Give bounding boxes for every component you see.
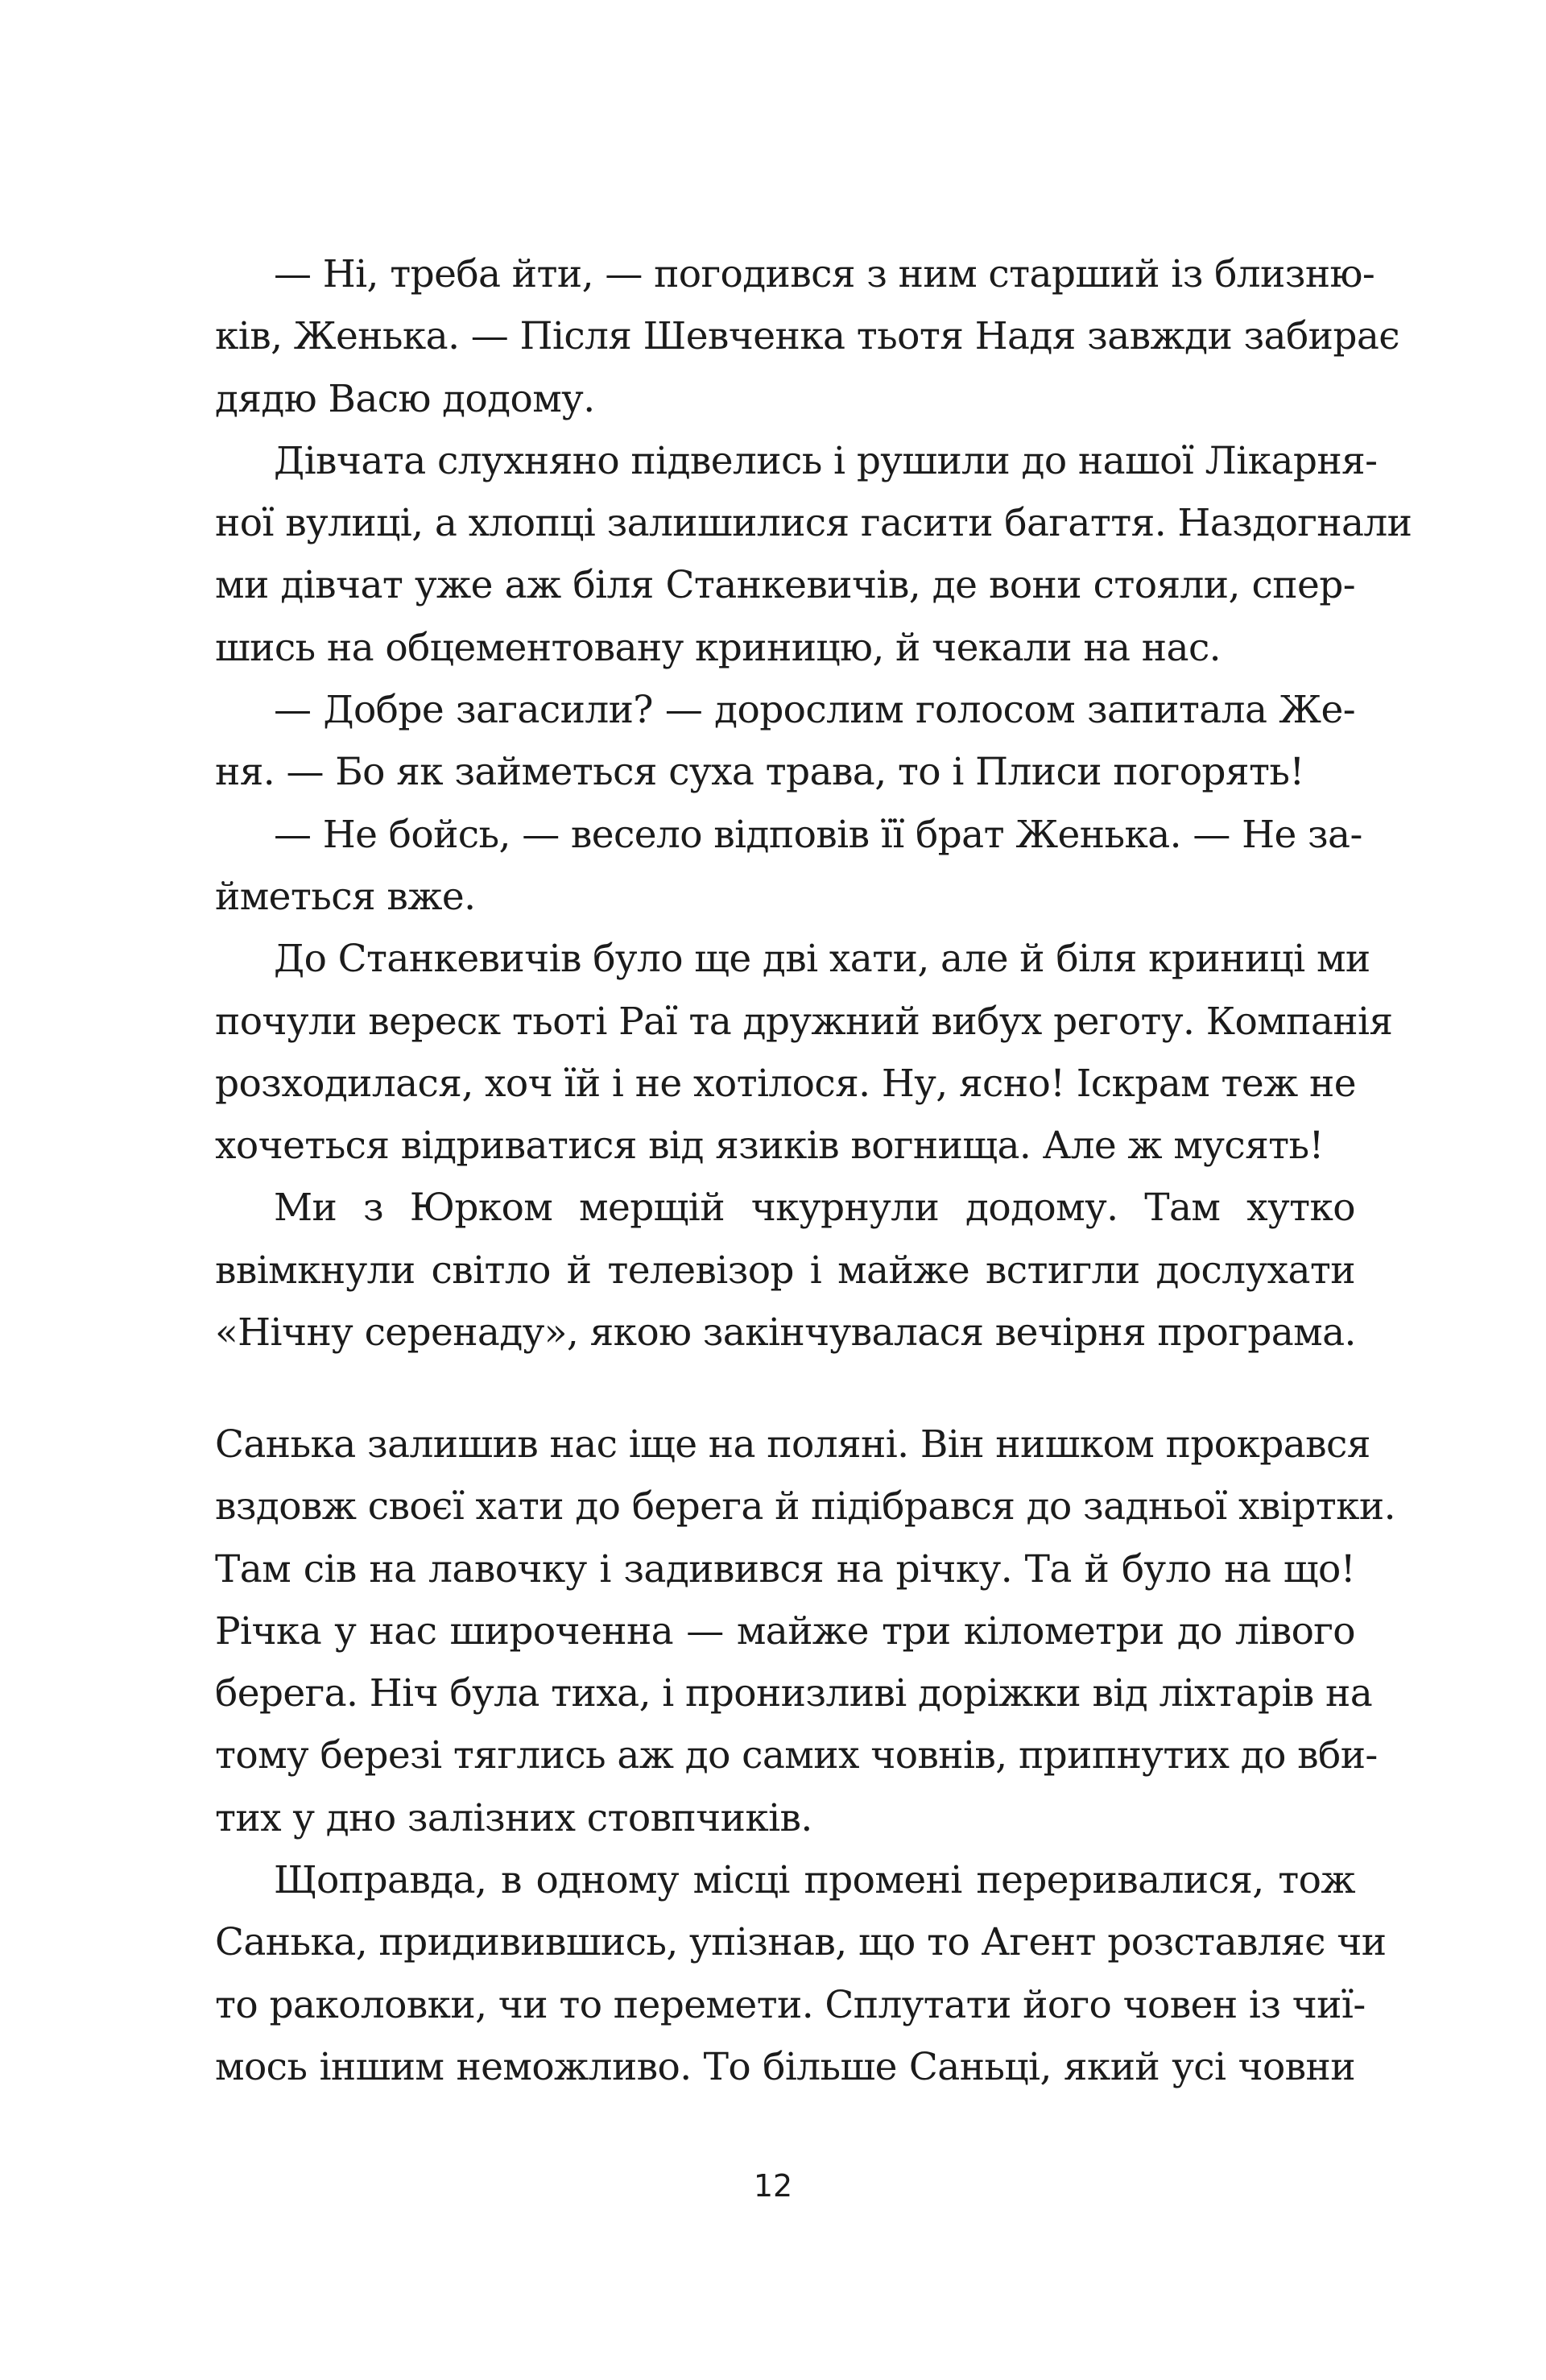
- text-line: ної вулиці, а хлопці залишилися гасити багаття. Наздогнали: [215, 501, 1412, 546]
- text-line: вздовж своєї хати до берега й підібрався до задньої хвіртки.: [215, 1484, 1395, 1529]
- paragraph: [215, 1849, 1387, 2098]
- text-line: До Станкевичів було ще дві хати, але й біля криниці ми: [274, 937, 1370, 982]
- text-line: Річка у нас широченна — майже три кілометри до лівого: [215, 1608, 1355, 1654]
- text-line: ків, Женька. — Після Шевченка тьотя Надя завжди забирає: [215, 314, 1400, 359]
- text-line: — Ні, треба йти, — погодився з ним старший із близню-: [274, 252, 1375, 296]
- text-section-1: [215, 243, 1412, 1364]
- text-line: «Нічну серенаду», якою закінчувалася вечірня програма.: [215, 1310, 1356, 1356]
- text-line: Санька, придивившись, упізнав, що то Агент розставляє чи: [215, 1920, 1387, 1965]
- text-line: тому березі тяглись аж до самих човнів, припнутих до вби-: [215, 1733, 1378, 1778]
- text-line: мось іншим неможливо. То більше Саньці, який усі човни: [215, 2044, 1355, 2089]
- text-line: Щоправда, в одному місці промені переривалися, тож: [274, 1858, 1355, 1903]
- text-line: шись на обцементовану криницю, й чекали на нас.: [215, 625, 1222, 670]
- paragraph: [215, 243, 1400, 430]
- paragraph: [215, 1177, 1355, 1364]
- text-line: Дівчата слухняно підвелись і рушили до нашої Лікарня-: [274, 438, 1378, 483]
- text-line: — Добре загасили? — дорослим голосом запитала Же-: [274, 688, 1355, 733]
- text-line: йметься вже.: [215, 874, 476, 919]
- text-section-2: [215, 1414, 1395, 2098]
- paragraph: [215, 804, 1362, 929]
- text-line: то раколовки, чи то перемети. Сплутати його човен із чиї-: [215, 1982, 1366, 2027]
- text-line: почули вереск тьоті Раї та дружний вибух реготу. Компанія: [215, 999, 1393, 1044]
- text-line: берега. Ніч була тиха, і пронизливі доріжки від ліхтарів на: [215, 1671, 1373, 1716]
- text-line: ми дівчат уже аж біля Станкевичів, де вони стояли, спер-: [215, 563, 1355, 608]
- text-line: Ми з Юрком мерщій чкурнули додому. Там хутко: [274, 1186, 1355, 1231]
- text-line: дядю Васю додому.: [215, 376, 595, 421]
- page-number: 12: [753, 2168, 793, 2204]
- text-line: тих у дно залізних стовпчиків.: [215, 1795, 812, 1840]
- text-line: — Не бойсь, — весело відповів її брат Женька. — Не за-: [274, 812, 1362, 857]
- text-line: розходилася, хоч їй і не хотілося. Ну, ясно! Іскрам теж не: [215, 1061, 1356, 1106]
- text-line: ввімкнули світло й телевізор і майже встигли дослухати: [215, 1248, 1355, 1293]
- paragraph: [215, 1414, 1395, 1849]
- text-line: Там сів на лавочку і задивився на річку. Та й було на що!: [215, 1546, 1355, 1591]
- paragraph: [215, 679, 1355, 804]
- paragraph: [215, 928, 1393, 1177]
- text-line: Санька залишив нас іще на поляні. Він нишком прокрався: [215, 1422, 1370, 1467]
- paragraph: [215, 430, 1412, 679]
- text-line: хочеться відриватися від язиків вогнища. Але ж мусять!: [215, 1124, 1324, 1169]
- text-line: ня. — Бо як займеться суха трава, то і Плиси погорять!: [215, 750, 1304, 795]
